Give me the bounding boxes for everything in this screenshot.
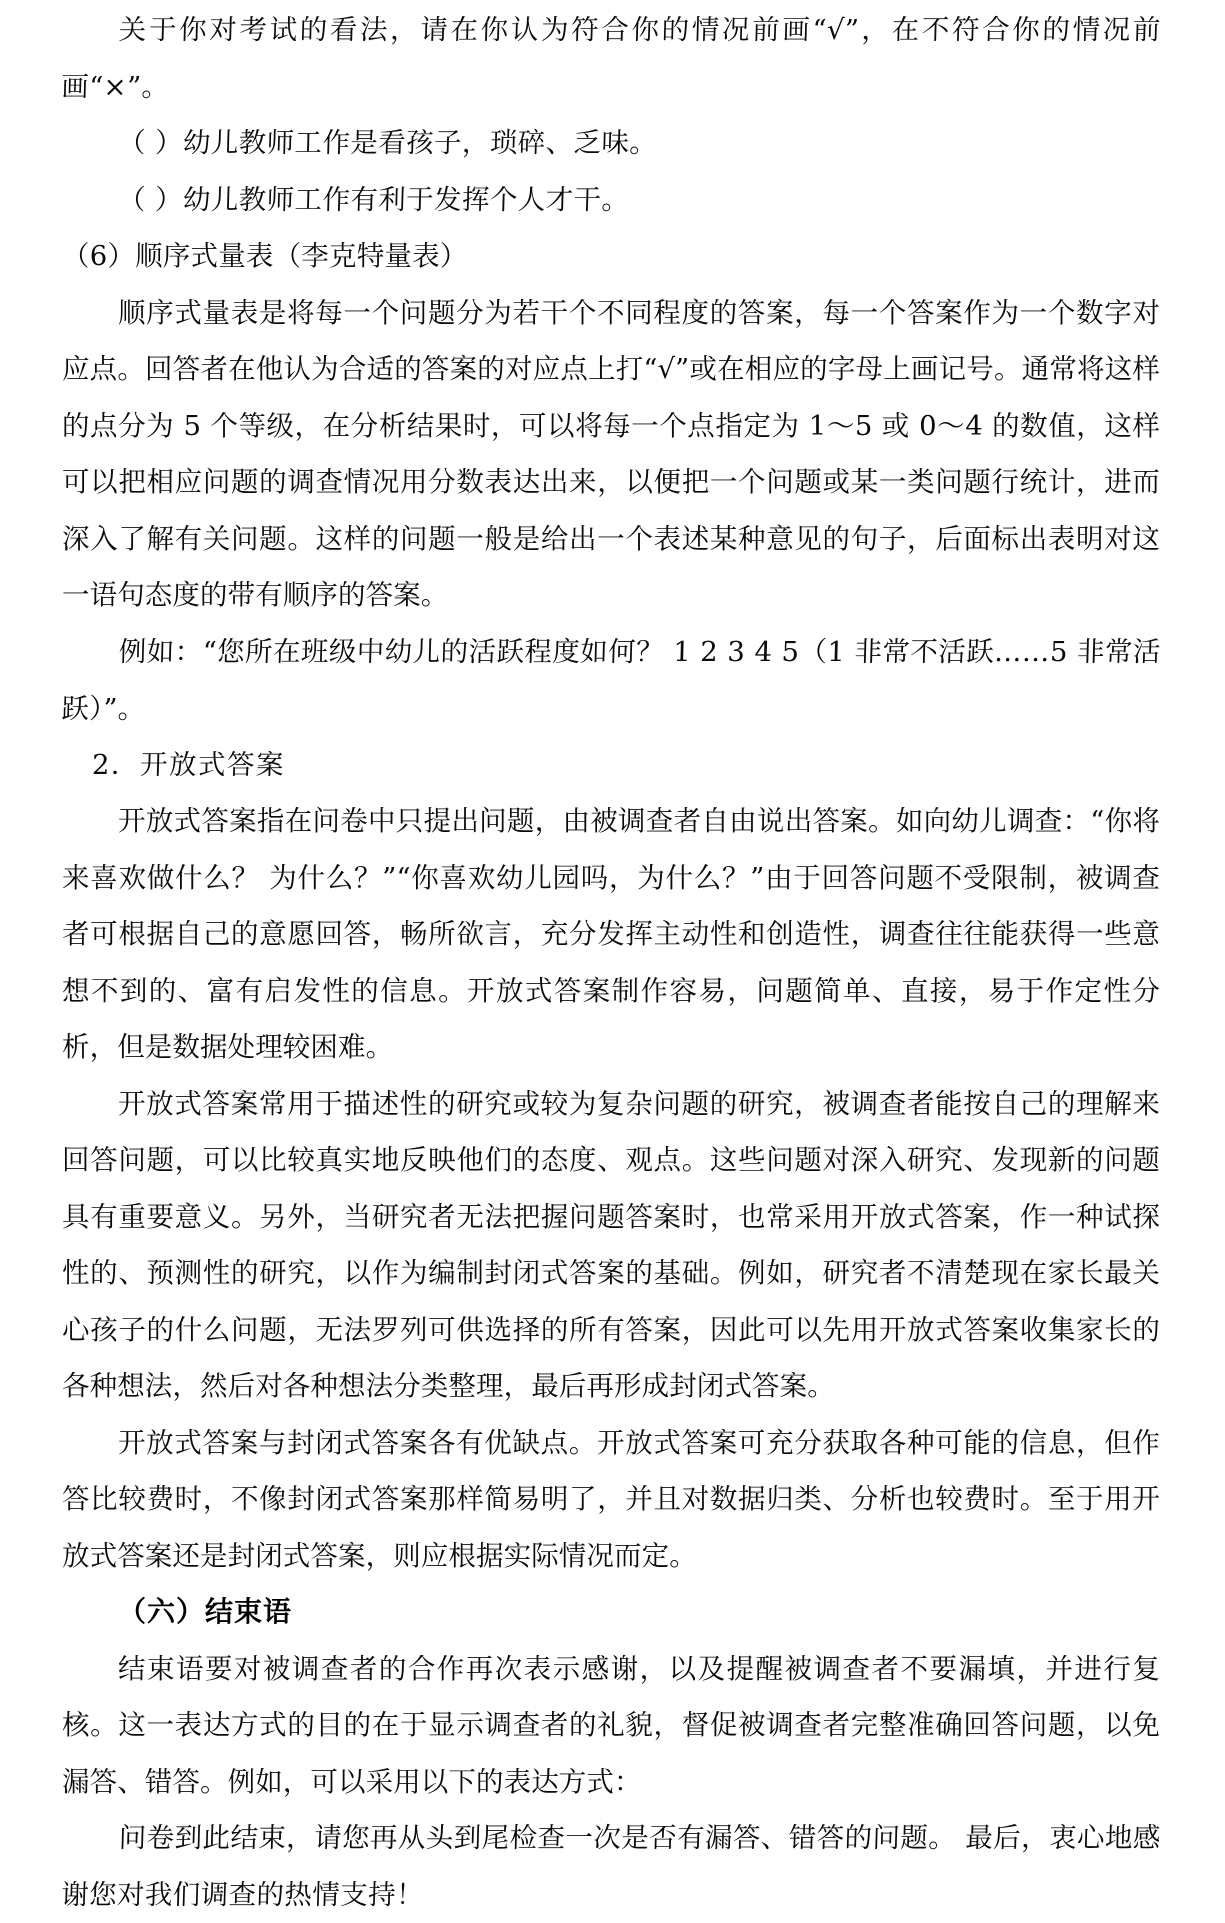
paragraph-open-ended-1: 开放式答案指在问卷中只提出问题，由被调查者自由说出答案。如向幼儿调查：“你将来喜欢做什么？ 为什么？”“你喜欢幼儿园吗，为什么？”由于回答问题不受限制，被调查者可根据自己的意愿回答，畅所欲言，充分发挥主动性和创造性，调查往往能获得一些意想不到的、富有启发性的信息。开放式答案制作容易，问题简单、直接，易于作定性分析，但是数据处理较困难。	[62, 805, 1160, 1063]
paragraph-likert-example: 例如：“您所在班级中幼儿的活跃程度如何？ 1 2 3 4 5（1 非常不活跃……5 非常活跃）”。	[60, 635, 1162, 724]
paragraph-closing-1: 结束语要对被调查者的合作再次表示感谢，以及提醒被调查者不要漏填，并进行复核。这一表达方式的目的在于显示调查者的礼貌，督促被调查者完整准确回答问题，以免漏答、错答。例如，可以采用以下的表达方式：	[62, 1652, 1160, 1798]
survey-item-2: （ ）幼儿教师工作有利于发挥个人才干。	[117, 183, 630, 216]
page-content-column	[62, 2, 1160, 1923]
paragraph-closing-example: 问卷到此结束，请您再从头到尾检查一次是否有漏答、错答的问题。 最后，衷心地感谢您对我们调查的热情支持！	[60, 1822, 1162, 1911]
heading-6-ordinal-scale: （6）顺序式量表（李克特量表）	[62, 240, 468, 272]
paragraph-open-ended-2: 开放式答案常用于描述性的研究或较为复杂问题的研究，被调查者能按自己的理解来回答问题，可以比较真实地反映他们的态度、观点。这些问题对深入研究、发现新的问题具有重要意义。另外，当研究者无法把握问题答案时，也常采用开放式答案，作一种试探性的、预测性的研究，以作为编制封闭式答案的基础。例如，研究者不清楚现在家长最关心孩子的什么问题，无法罗列可供选择的所有答案，因此可以先用开放式答案收集家长的各种想法，然后对各种想法分类整理，最后再形成封闭式答案。	[62, 1087, 1160, 1402]
paragraph-likert-description: 顺序式量表是将每一个问题分为若干个不同程度的答案，每一个答案作为一个数字对应点。回答者在他认为合适的答案的对应点上打“√”或在相应的字母上画记号。通常将这样的点分为 5 个等级，在分析结果时，可以将每一个点指定为 1～5 或 0～4 的数值，这样可以把相应问题的调查情况用分数表达出来，以便把一个问题或某一类问题行统计，进而深入了解有关问题。这样的问题一般是给出一个表述某种意见的句子，后面标出表明对这一语句态度的带有顺序的答案。	[62, 296, 1160, 611]
paragraph-open-ended-3: 开放式答案与封闭式答案各有优缺点。开放式答案可充分获取各种可能的信息，但作答比较费时，不像封闭式答案那样简易明了，并且对数据归类、分析也较费时。至于用开放式答案还是封闭式答案，则应根据实际情况而定。	[62, 1426, 1160, 1572]
heading-six-closing-remarks: （六）结束语	[118, 1595, 293, 1628]
heading-2-open-ended-answers: 2．开放式答案	[91, 748, 286, 781]
survey-item-1: （ ）幼儿教师工作是看孩子，琐碎、乏味。	[117, 127, 658, 159]
intro-instruction-paragraph: 关于你对考试的看法，请在你认为符合你的情况前画“√”，在不符合你的情况前画“×”。	[60, 14, 1162, 103]
